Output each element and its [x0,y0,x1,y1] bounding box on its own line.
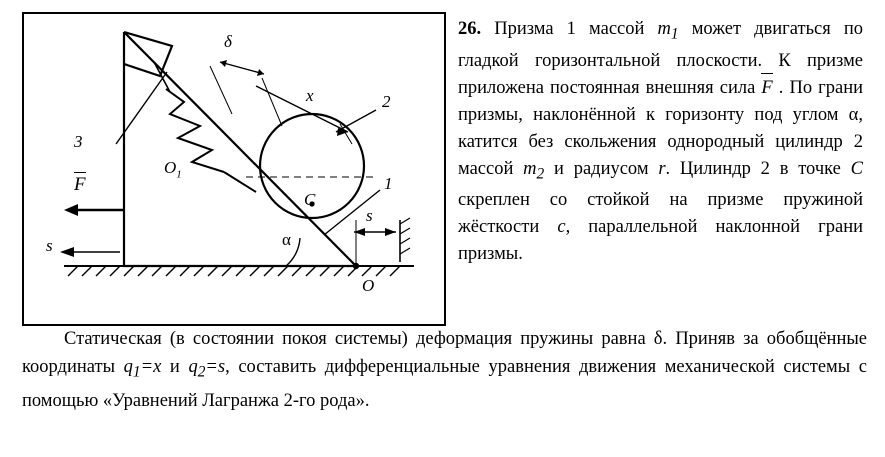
bottom-text-1: Статическая (в состоянии покоя системы) деформация пружины равна δ. [64,329,668,349]
mechanics-figure [22,12,446,326]
symbol-c: c [557,217,566,238]
problem-text-6: . Цилиндр 2 в точке [665,158,851,179]
problem-text-7: скреплен со стойкой на призме пружиной жёсткости [458,190,863,238]
problem-text-8: , параллельной наклонной грани призмы. [458,217,863,265]
symbol-q2: $q_2=s$ [188,357,226,381]
label-O1: $O_1$ [164,158,182,181]
label-force-F: F [74,174,86,195]
symbol-r: r [658,158,666,179]
label-body-1: 1 [384,174,393,193]
problem-text-2: может двигаться по гладкой горизонтальной плоскости. К призме приложена постоянная внешняя сила [458,19,863,98]
problem-text-5: и радиусом [544,158,659,179]
label-s-left: s [46,236,53,255]
problem-text-4: , катится без скольжения однородный цилиндр 2 массой [458,104,863,179]
problem-number: 26. [458,19,482,39]
label-body-3: 3 [74,132,83,151]
problem-statement [458,16,863,268]
bottom-text-2: Приняв за обобщённые координаты [22,329,868,377]
label-origin-O: O [362,276,375,295]
symbol-m1: $m_1$ [657,19,679,43]
symbol-F: F [761,75,772,102]
symbol-alpha: α [848,104,859,125]
symbol-q1: $q_1=x$ [123,357,162,381]
problem-text-3: . По грани призмы, наклонённой к горизонту под углом [458,77,864,125]
bottom-text-4: , составить дифференциальные уравнения движения механической системы с помощью «Уравнений Лагранжа 2-го рода». [22,357,868,411]
label-delta: δ [224,32,232,51]
symbol-m2: $m_2$ [523,158,545,183]
problem-continuation [22,325,867,415]
label-C: C [304,190,316,209]
label-x: x [306,86,314,105]
label-body-2: 2 [382,92,391,111]
label-s-right: s [366,206,373,225]
symbol-C: C [850,158,863,179]
bottom-text-3: и [161,357,189,377]
label-alpha: α [282,230,291,249]
problem-text-1: Призма 1 массой [494,19,658,39]
figure-drawing [24,14,440,320]
